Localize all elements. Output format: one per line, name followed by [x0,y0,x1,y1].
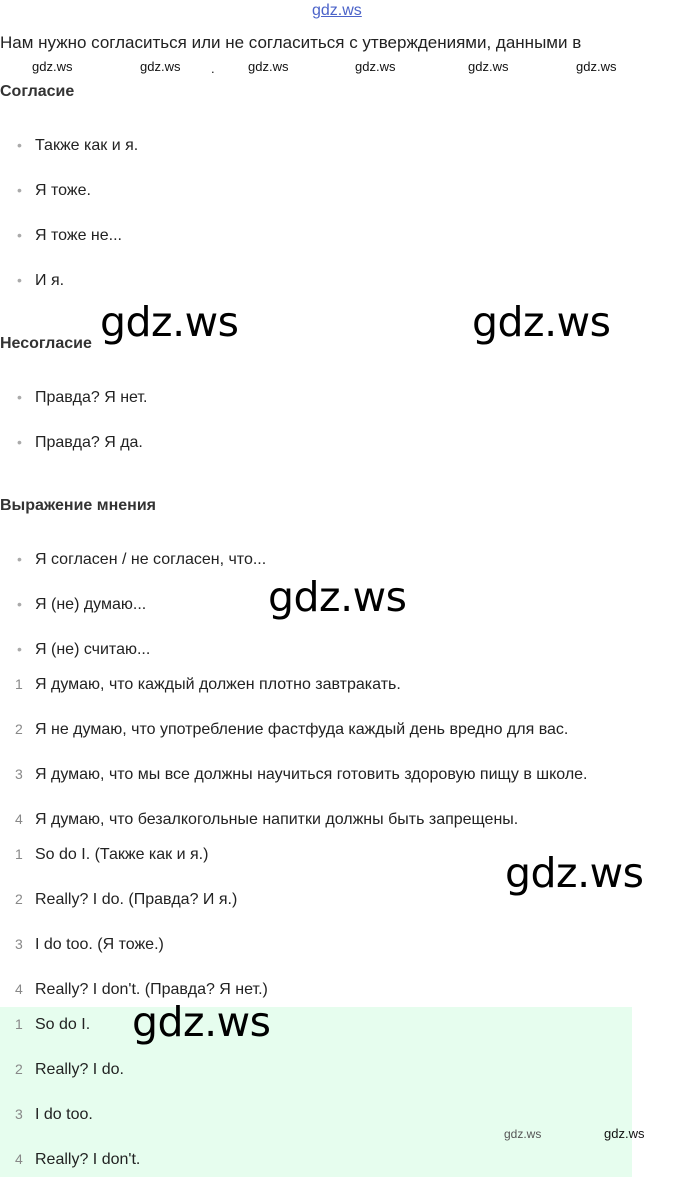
numbered-item: 2 Really? I do. (Правда? И я.) [15,891,238,908]
numbered-item: 1 So do I. (Также как и я.) [15,846,209,863]
list-item: • Я тоже не... [17,227,122,244]
small-watermark: gdz.ws [504,1127,542,1141]
top-watermark-link[interactable]: gdz.ws [312,2,362,19]
numbered-item: 2 Really? I do. [15,1061,124,1078]
numbered-item: 4 Really? I don't. (Правда? Я нет.) [15,981,268,998]
big-watermark: gdz.ws [472,298,611,346]
list-item: • И я. [17,272,65,289]
section-heading-agreement: Согласие [0,83,75,100]
numbered-item: 4 Я думаю, что безалкогольные напитки должны быть запрещены. [15,811,519,828]
list-item: • Я (не) считаю... [17,641,151,658]
intro-text: Нам нужно согласиться или не согласиться с утверждениями, данными в [0,33,582,52]
list-item: • Я тоже. [17,182,91,199]
numbered-item: 1 Я думаю, что каждый должен плотно завтракать. [15,676,401,693]
section-heading-disagreement: Несогласие [0,335,92,352]
numbered-item: 4 Really? I don't. [15,1151,141,1168]
numbered-item: 3 Я думаю, что мы все должны научиться готовить здоровую пищу в школе. [15,766,588,783]
big-watermark: gdz.ws [505,849,644,897]
small-watermark: gdz.ws [140,59,181,74]
list-item: • Я (не) думаю... [17,596,147,613]
small-watermark: gdz.ws [576,59,617,74]
list-item: • Также как и я. [17,137,139,154]
small-watermark: gdz.ws [32,59,73,74]
list-item: • Я согласен / не согласен, что... [17,551,267,568]
section-heading-opinion: Выражение мнения [0,497,156,514]
numbered-item: 3 I do too. [15,1106,93,1123]
big-watermark: gdz.ws [132,998,271,1046]
small-watermark: gdz.ws [248,59,289,74]
big-watermark: gdz.ws [268,573,407,621]
numbered-item: 2 Я не думаю, что употребление фастфуда каждый день вредно для вас. [15,721,569,738]
numbered-item: 1 So do I. [15,1016,91,1033]
numbered-item: 3 I do too. (Я тоже.) [15,936,164,953]
list-item: • Правда? Я нет. [17,389,148,406]
list-item: • Правда? Я да. [17,434,143,451]
small-mark: . [211,61,215,76]
small-watermark: gdz.ws [604,1126,645,1141]
small-watermark: gdz.ws [468,59,509,74]
big-watermark: gdz.ws [100,298,239,346]
small-watermark: gdz.ws [355,59,396,74]
